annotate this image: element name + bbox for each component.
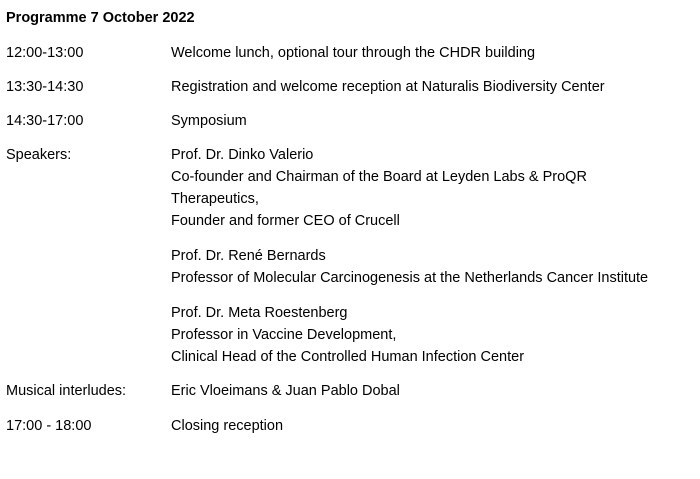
speaker-role-line: Professor in Vaccine Development, <box>171 327 397 343</box>
speaker-role-line: Founder and former CEO of Crucell <box>171 213 400 229</box>
musical-interludes-label: Musical interludes: <box>6 383 127 399</box>
schedule-description: Registration and welcome reception at Naturalis Biodiversity Center <box>171 79 605 95</box>
speaker-role-line: Clinical Head of the Controlled Human Infection Center <box>171 349 525 365</box>
schedule-description: Welcome lunch, optional tour through the CHDR building <box>171 45 536 61</box>
speaker-name: Prof. Dr. Dinko Valerio <box>171 147 314 163</box>
schedule-description: Symposium <box>171 113 247 129</box>
schedule-time: 14:30-17:00 <box>6 113 84 129</box>
speaker-entry <box>171 302 691 368</box>
speaker-entry <box>171 245 691 289</box>
speaker-role-line: Co-founder and Chairman of the Board at Leyden Labs & ProQR <box>171 169 587 185</box>
speakers-label: Speakers: <box>6 147 72 163</box>
speaker-role-line: Therapeutics, <box>171 191 259 207</box>
schedule-time: 13:30-14:30 <box>6 79 84 95</box>
closing-description: Closing reception <box>171 418 284 434</box>
musical-interludes-value: Eric Vloeimans & Juan Pablo Dobal <box>171 383 400 399</box>
programme-title: Programme 7 October 2022 <box>6 10 195 26</box>
speaker-name: Prof. Dr. René Bernards <box>171 248 326 264</box>
schedule-time: 12:00-13:00 <box>6 45 84 61</box>
closing-time: 17:00 - 18:00 <box>6 418 92 434</box>
speaker-name: Prof. Dr. Meta Roestenberg <box>171 305 348 321</box>
speaker-entry <box>171 144 691 232</box>
speaker-role-line: Professor of Molecular Carcinogenesis at the Netherlands Cancer Institute <box>171 270 649 286</box>
